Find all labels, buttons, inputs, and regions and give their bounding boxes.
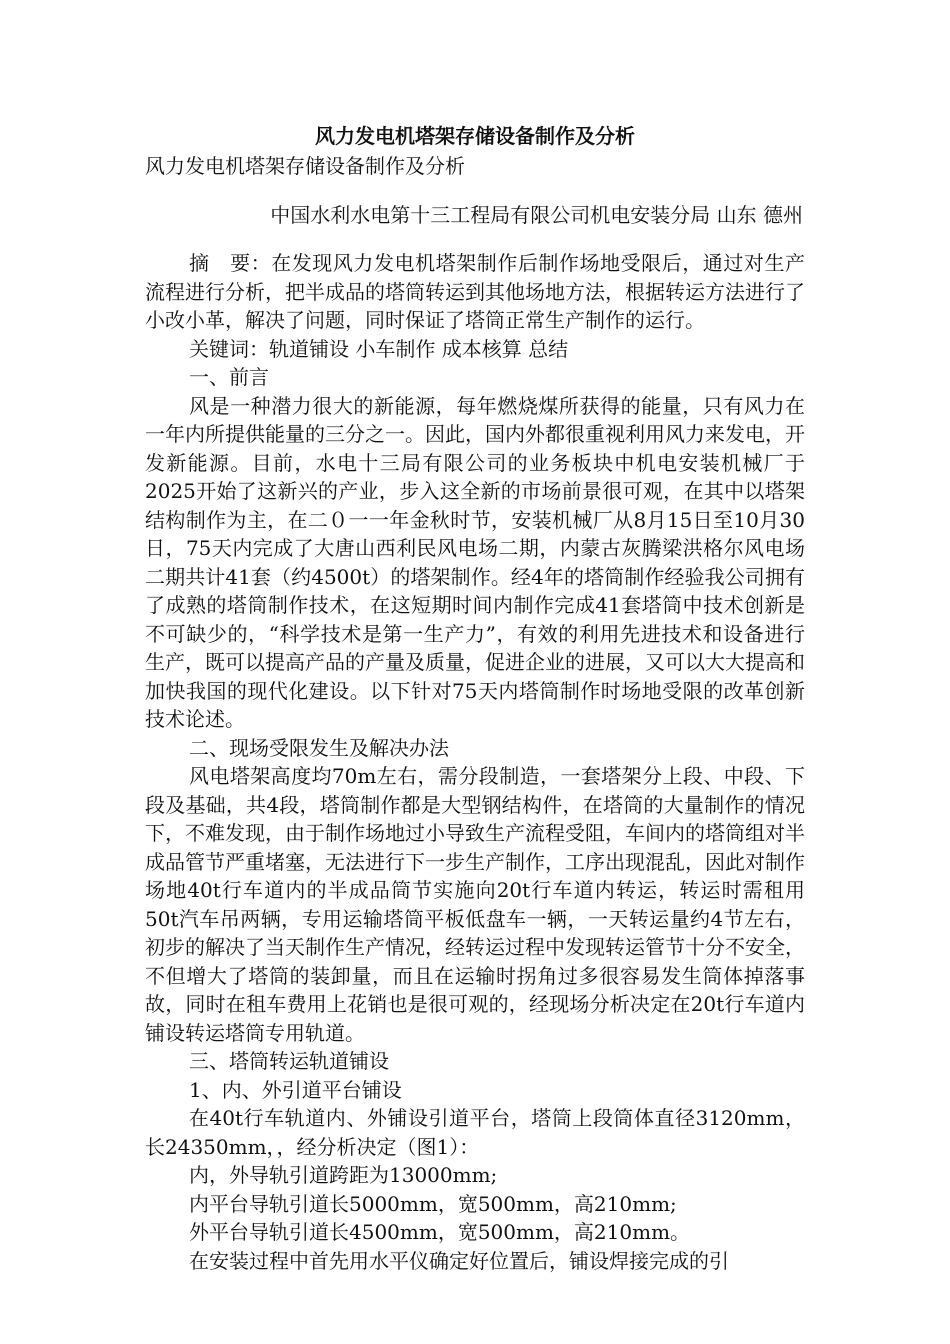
author-affiliation: 中国水利水电第十三工程局有限公司机电安装分局 山东 德州 (270, 202, 803, 227)
spec-item-span: 内，外导轨引道跨距为13000mm; (189, 1163, 498, 1187)
spec-item-inner: 内平台导轨引道长5000mm，宽500mm，高210mm; (189, 1191, 677, 1216)
preface-paragraph: 风是一种潜力很大的新能源，每年燃烧煤所获得的能量，只有风力在一年内所提供能量的三分之一。因此，国内外都很重视利用风力来发电，开发新能源。目前，水电十三局有限公司的业务板块中机电安装机械厂于2025开始了这新兴的产业，步入这全新的市场前景很可观，在其中以塔架结构制作为主，在二０一一年金秋时节，安装机械厂从8月15日至10月30日，75天内完成了大唐山西利民风电场二期，内蒙古灰腾梁洪格尔风电场二期共计41套（约4500t）的塔架制作。经4年的塔筒制作经验我公司拥有了成熟的塔筒制作技术，在这短期时间内制作完成41套塔筒中技术创新是不可缺少的，“科学技术是第一生产力”，有效的利用先进技术和设备进行生产，既可以提高产品的产量及质量，促进企业的进展，又可以大大提高和加快我国的现代化建设。以下针对75天内塔筒制作时场地受限的改革创新技术论述。 (145, 393, 805, 731)
site-limit-paragraph: 风电塔架高度均70m左右，需分段制造，一套塔架分上段、中段、下段及基础，共4段，塔筒制作都是大型钢结构件，在塔筒的大量制作的情况下，不难发现，由于制作场地过小导致生产流程受阻，车间内的塔筒组对半成品管节严重堵塞，无法进行下一步生产制作，工序出现混乱，因此对制作场地40t行车道内的半成品筒节实施向20t行车道内转运，转运时需租用50t汽车吊两辆，专用运输塔筒平板低盘车一辆，一天转运量约4节左右，初步的解决了当天制作生产情况，经转运过程中发现转运管节十分不安全，不但增大了塔筒的装卸量，而且在运输时拐角过多很容易发生筒体掉落事故，同时在租车费用上花销也是很可观的，经现场分析决定在20t行车道内铺设转运塔筒专用轨道。 (145, 764, 805, 1045)
section-heading-track-laying: 三、塔筒转运轨道铺设 (189, 1049, 389, 1073)
keywords-line: 关键词：轨道铺设 小车制作 成本核算 总结 (189, 336, 569, 361)
section-heading-site-limit: 二、现场受限发生及解决办法 (189, 735, 449, 760)
abstract-paragraph: 摘 要：在发现风力发电机塔架制作后制作场地受限后，通过对生产流程进行分析，把半成品的塔筒转运到其他场地方法，根据转运方法进行了小改小革，解决了问题，同时保证了塔筒正常生产制作的运行。 (145, 251, 805, 332)
document-page (145, 118, 805, 1275)
document-title: 风力发电机塔架存储设备制作及分析 (315, 124, 635, 148)
subsection-heading-platform: 1、内、外引道平台铺设 (189, 1077, 402, 1102)
document-subtitle: 风力发电机塔架存储设备制作及分析 (145, 154, 465, 178)
section-heading-preface: 一、前言 (189, 365, 269, 389)
spec-item-outer: 外平台导轨引道长4500mm，宽500mm，高210mm。 (189, 1220, 691, 1244)
platform-paragraph: 在40t行车轨道内、外铺设引道平台，塔筒上段筒体直径3120mm，长24350mm，，经分析决定（图1）： (145, 1106, 805, 1159)
continuation-line: 在安装过程中首先用水平仪确定好位置后，铺设焊接完成的引 (189, 1248, 729, 1273)
